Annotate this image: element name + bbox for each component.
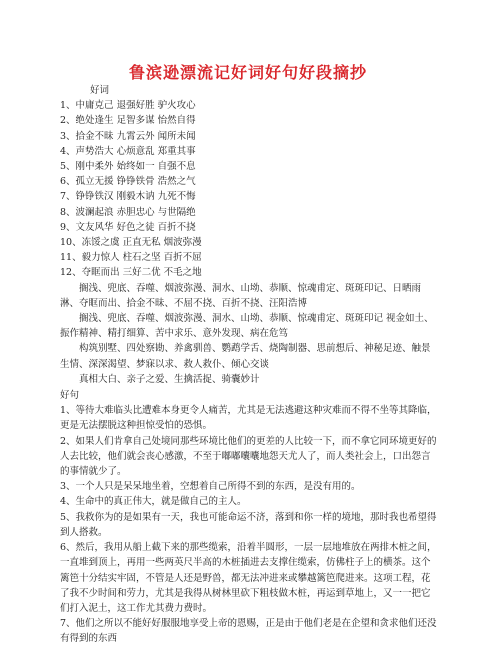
word-list-item: 6、孤立无援 铮铮铁骨 浩然之气 [60,176,196,188]
word-list-item: 8、波澜起浪 赤胆忠心 与世隔绝 [60,206,196,218]
sentence-paragraph: 6、然后，我用从船上截下来的那些缆索，沿着半圆形，一层一层地堆放在两排木桩之间，一直堆到顶上，再用一些两英尺半高的木桩插进去支撑住缆索，仿佛柱子上的横茶。这个篱笆十分结实牢固，不管是人还是野兽，都无法冲进来或攀越篱笆爬进来。这项工程，花了我不少时间和劳力，尤其是我得从树林里砍下粗枝做木桩，再运到草地上，又一一把它们打入泥土，这工作尤其费力费时。 [60,542,437,614]
document-body [60,83,438,647]
word-list-item: 2、绝处逢生 足智多谋 怡然自得 [60,115,196,127]
word-list-item: 10、冻馁之虞 正直无私 烟波弥漫 [60,237,202,249]
word-group-paragraph: 搁浅、兜底、吞噬、烟波弥漫、洞水、山坳、恭顺、惊魂甫定、斑斑印记、日晒雨淋、夺眶而出、拾金不昧、不屈不挠、百折不挠、汪阳浩博 [60,282,422,309]
word-list-item: 11、毅力惊人 柱石之坚 百折不屈 [60,252,202,264]
word-list-item: 3、拾金不昧 九霄云外 闻所未闻 [60,130,196,142]
word-group-paragraph: 搁浅、兜底、吞噬、烟波弥漫、洞水、山坳、恭顺、惊魂甫定、斑斑印记 视金如土、振作精神、精打细算、苦中求乐、意外发现、病在危笃 [60,313,434,340]
word-list-item: 12、夺眶而出 三好二优 不毛之地 [60,267,202,279]
word-group-paragraph: 构筑别墅、四处察勘、养禽驯兽、鹦鹉学舌、烧陶制器、思前想后、神秘足迹、触景生情、深深渴望、梦寐以求、救人救仆、倾心交谈 [60,343,431,370]
sentence-paragraph: 2、如果人们肯拿自己处境同那些环境比他们的更差的人比较一下，而不拿它同环境更好的人去比较，他们就会丧心感激，不至于嘟嘟囔囔地怨天尤人了，而人类社会上，口出怨言的事情就少了。 [60,435,437,478]
sentence-paragraph: 3、一个人只是呆呆地坐着，空想着自己所得不到的东西，是没有用的。 [60,481,361,493]
document-title: 鲁滨逊漂流记好词好句好段摘抄 [128,63,367,82]
sentence-paragraph: 7、他们之所以不能好好服服地享受上帝的恩赐，正是由于他们老是在企望和贪求他们还没有得到的东西 [60,618,437,645]
section-heading-sentences: 好句 [60,390,80,402]
word-group-paragraph: 真相大白、亲子之爱、生擒活捉、骑囊妙计 [79,373,260,385]
sentence-paragraph: 1、等待大难临头比遭难本身更令人痛苦，尤其是无法逃避这种灾难而不得不坐等其降临，更是无法摆脱这种担惊受怕的恐惧。 [60,405,437,432]
word-list-item: 7、铮铮铁汉 刚毅木讷 九死不悔 [60,191,196,203]
word-list-item: 5、刚中柔外 始终如一 自强不息 [60,161,196,173]
word-list-item: 1、中庸克己 退强好胜 驴火攻心 [60,100,196,112]
sentence-paragraph: 4、生命中的真正伟大，就是做自己的主人。 [60,496,247,508]
section-heading-words: 好词 [90,85,110,96]
word-list-item: 4、声势浩大 心烦意乱 郑重其事 [60,145,196,157]
sentence-paragraph: 5、我救你为的是如果有一天，我也可能命运不济，落到和你一样的境地，那时我也希望得到人搭救。 [60,511,437,538]
word-list-item: 9、文友风华 好色之徒 百折不挠 [60,221,196,233]
